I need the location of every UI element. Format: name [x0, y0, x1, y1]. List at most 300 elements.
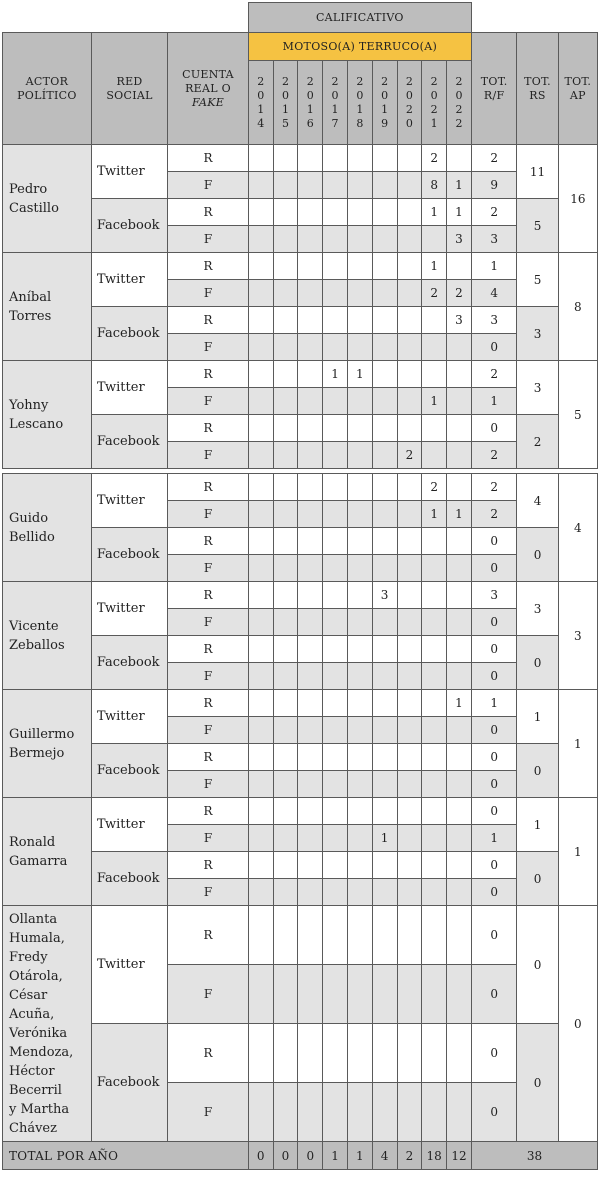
year-value-cell: 8: [422, 172, 447, 199]
year-value-cell: [372, 879, 397, 906]
year-digit: 1: [356, 102, 364, 116]
year-digit: 4: [257, 116, 265, 130]
actor-name-cell: [3, 798, 92, 906]
year-value-cell: [273, 636, 298, 663]
year-value-cell: [347, 280, 372, 307]
year-value-cell: [248, 690, 273, 717]
header-text-line: REAL O: [185, 81, 231, 95]
tot-ap-cell: 0: [558, 906, 597, 1142]
year-header-2017: [323, 61, 348, 145]
account-type-cell: R: [168, 199, 249, 226]
header-text-line: TOT.: [564, 74, 592, 88]
header-row-1: [3, 3, 598, 33]
year-value-cell: 1: [447, 690, 472, 717]
year-value-cell: [397, 145, 422, 172]
year-value-cell: [422, 906, 447, 965]
year-digit: 0: [281, 88, 289, 102]
tot-rf-cell: 0: [471, 1024, 516, 1083]
year-value-cell: 3: [447, 307, 472, 334]
tot-rf-cell: 0: [471, 1083, 516, 1142]
year-value-cell: [347, 663, 372, 690]
year-digit: 2: [257, 74, 265, 88]
year-value-cell: [323, 474, 348, 501]
actor-name-line: Chávez: [9, 1120, 57, 1136]
actor-name-cell: [3, 906, 92, 1142]
tot-rs-cell: 0: [517, 528, 558, 582]
year-value-cell: 2: [447, 280, 472, 307]
year-value-cell: [397, 388, 422, 415]
year-value-cell: [372, 361, 397, 388]
year-value-cell: [372, 1083, 397, 1142]
year-value-cell: [273, 717, 298, 744]
account-type-cell: F: [168, 226, 249, 253]
tot-rs-cell: 2: [517, 415, 558, 469]
year-value-cell: [447, 334, 472, 361]
year-value-cell: [447, 528, 472, 555]
actor-header: [3, 33, 92, 145]
red-social-cell: Facebook: [91, 199, 167, 253]
year-value-cell: [447, 442, 472, 469]
year-value-cell: [273, 825, 298, 852]
year-value-cell: [347, 528, 372, 555]
year-value-cell: [397, 415, 422, 442]
year-value-cell: [298, 771, 323, 798]
account-type-cell: F: [168, 280, 249, 307]
year-value-cell: [323, 334, 348, 361]
year-value-cell: 2: [422, 280, 447, 307]
year-value-cell: [372, 852, 397, 879]
table-row: [3, 361, 598, 388]
year-value-cell: [347, 582, 372, 609]
year-value-cell: [248, 906, 273, 965]
account-type-cell: F: [168, 388, 249, 415]
year-value-cell: [273, 1024, 298, 1083]
account-type-cell: R: [168, 474, 249, 501]
year-value-cell: [397, 771, 422, 798]
year-value-cell: 2: [397, 442, 422, 469]
actor-name-line: Zeballos: [9, 637, 65, 653]
header-text-line: R/F: [483, 88, 505, 102]
year-value-cell: [397, 663, 422, 690]
actor-name-line: Otárola,: [9, 968, 63, 984]
header-text-line: FAKE: [191, 95, 225, 109]
tot-ap-cell: 16: [558, 145, 597, 253]
year-value-cell: [447, 361, 472, 388]
year-value-cell: [273, 172, 298, 199]
year-value-cell: [273, 798, 298, 825]
year-value-cell: [273, 690, 298, 717]
tot-rs-cell: 0: [517, 852, 558, 906]
grand-total-cell: 38: [471, 1142, 597, 1170]
tot-ap-cell: 3: [558, 582, 597, 690]
year-value-cell: [248, 852, 273, 879]
year-value-cell: [273, 879, 298, 906]
year-value-cell: [397, 1083, 422, 1142]
year-value-cell: [273, 145, 298, 172]
account-type-cell: F: [168, 663, 249, 690]
year-value-cell: [273, 528, 298, 555]
account-type-cell: F: [168, 609, 249, 636]
year-value-cell: [298, 172, 323, 199]
year-value-cell: [273, 280, 298, 307]
year-value-cell: [298, 555, 323, 582]
year-value-cell: [273, 226, 298, 253]
year-value-cell: [323, 744, 348, 771]
total-por-ano-label: TOTAL POR AÑO: [3, 1142, 249, 1170]
year-value-cell: [273, 307, 298, 334]
year-value-cell: [323, 1024, 348, 1083]
year-value-cell: 3: [447, 226, 472, 253]
year-value-cell: [248, 334, 273, 361]
year-value-cell: [347, 1083, 372, 1142]
year-value-cell: [372, 334, 397, 361]
year-value-cell: [248, 474, 273, 501]
year-value-cell: [372, 253, 397, 280]
year-value-cell: [447, 388, 472, 415]
year-value-cell: [347, 555, 372, 582]
table-row: [3, 528, 598, 555]
actor-name-line: Verónika: [9, 1025, 68, 1041]
tot-rf-cell: 0: [471, 609, 516, 636]
year-value-cell: [397, 825, 422, 852]
year-digit: 9: [381, 116, 389, 130]
year-value-cell: [397, 280, 422, 307]
year-value-cell: [298, 145, 323, 172]
year-value-cell: [372, 388, 397, 415]
year-value-cell: [397, 501, 422, 528]
year-value-cell: [397, 199, 422, 226]
tot-rf-cell: 0: [471, 771, 516, 798]
actor-name-line: Mendoza,: [9, 1044, 74, 1060]
year-digit: 0: [455, 88, 463, 102]
actor-name-line: César: [9, 987, 48, 1003]
tot-rs-cell: 4: [517, 474, 558, 528]
year-value-cell: [248, 636, 273, 663]
year-digit: 2: [331, 74, 339, 88]
account-type-cell: R: [168, 636, 249, 663]
year-value-cell: [372, 307, 397, 334]
tot-rf-cell: 2: [471, 361, 516, 388]
year-digit: 2: [381, 74, 389, 88]
year-total-cell: 18: [422, 1142, 447, 1170]
year-value-cell: [298, 253, 323, 280]
year-value-cell: [248, 965, 273, 1024]
year-value-cell: 1: [372, 825, 397, 852]
year-value-cell: [323, 582, 348, 609]
year-value-cell: [447, 879, 472, 906]
year-value-cell: 1: [422, 253, 447, 280]
header-text-line: CUENTA: [182, 67, 234, 81]
year-value-cell: 1: [422, 199, 447, 226]
year-value-cell: [347, 825, 372, 852]
actor-name-line: Torres: [9, 308, 52, 324]
actor-name-cell: [3, 253, 92, 361]
red-social-cell: Twitter: [91, 798, 167, 852]
year-value-cell: [298, 609, 323, 636]
year-value-cell: [422, 879, 447, 906]
year-value-cell: [248, 879, 273, 906]
year-digit: 2: [356, 74, 364, 88]
year-value-cell: [397, 906, 422, 965]
year-value-cell: [323, 852, 348, 879]
year-value-cell: [397, 253, 422, 280]
calificativo-header: CALIFICATIVO: [248, 3, 471, 33]
actor-name-line: Acuña,: [9, 1006, 55, 1022]
year-value-cell: [273, 555, 298, 582]
tot-rs-cell: 3: [517, 582, 558, 636]
year-value-cell: [248, 609, 273, 636]
year-value-cell: [323, 199, 348, 226]
year-header-2019: [372, 61, 397, 145]
year-value-cell: [273, 474, 298, 501]
account-type-cell: F: [168, 442, 249, 469]
tot-rf-cell: 2: [471, 442, 516, 469]
tot-ap-cell: 4: [558, 474, 597, 582]
account-type-cell: F: [168, 172, 249, 199]
actor-name-cell: [3, 145, 92, 253]
year-value-cell: [347, 334, 372, 361]
tot-rf-cell: 0: [471, 852, 516, 879]
year-value-cell: [248, 663, 273, 690]
year-digit: 2: [405, 102, 413, 116]
account-type-cell: R: [168, 690, 249, 717]
tot-rf-cell: 1: [471, 690, 516, 717]
year-value-cell: [323, 253, 348, 280]
year-value-cell: [347, 442, 372, 469]
cuenta-header: [168, 33, 249, 145]
year-value-cell: [298, 798, 323, 825]
tot-rf-cell: 4: [471, 280, 516, 307]
year-value-cell: [422, 528, 447, 555]
year-value-cell: [347, 474, 372, 501]
year-value-cell: [372, 798, 397, 825]
year-value-cell: [397, 582, 422, 609]
tot-rf-cell: 3: [471, 226, 516, 253]
tot-rf-cell: 0: [471, 879, 516, 906]
year-value-cell: [347, 690, 372, 717]
year-total-cell: 0: [248, 1142, 273, 1170]
year-value-cell: [422, 825, 447, 852]
year-value-cell: [397, 474, 422, 501]
tot-rs-cell: 0: [517, 744, 558, 798]
year-value-cell: [273, 582, 298, 609]
year-value-cell: [347, 253, 372, 280]
year-value-cell: [422, 442, 447, 469]
year-value-cell: [422, 771, 447, 798]
year-value-cell: [248, 388, 273, 415]
year-value-cell: [422, 361, 447, 388]
account-type-cell: F: [168, 771, 249, 798]
total-por-ano-row: [3, 1142, 598, 1170]
year-value-cell: [347, 965, 372, 1024]
year-value-cell: [323, 145, 348, 172]
account-type-cell: F: [168, 717, 249, 744]
tot-rs-cell: 5: [517, 199, 558, 253]
tot-ap-cell: 5: [558, 361, 597, 469]
tot-rs-header: [517, 33, 558, 145]
tot-rs-cell: 0: [517, 636, 558, 690]
year-value-cell: [372, 771, 397, 798]
year-total-cell: 1: [347, 1142, 372, 1170]
year-value-cell: [397, 744, 422, 771]
year-value-cell: [323, 717, 348, 744]
year-value-cell: [347, 852, 372, 879]
year-value-cell: [422, 965, 447, 1024]
year-value-cell: [347, 415, 372, 442]
year-value-cell: [372, 690, 397, 717]
year-value-cell: [248, 280, 273, 307]
tot-rf-header: [471, 33, 516, 145]
tot-rs-cell: 3: [517, 307, 558, 361]
year-value-cell: [298, 1083, 323, 1142]
year-value-cell: [323, 501, 348, 528]
year-digit: 2: [306, 74, 314, 88]
year-value-cell: [248, 744, 273, 771]
year-digit: 0: [331, 88, 339, 102]
actor-name-line: Guido: [9, 510, 49, 526]
year-total-cell: 1: [323, 1142, 348, 1170]
year-value-cell: [397, 361, 422, 388]
year-value-cell: [397, 690, 422, 717]
account-type-cell: R: [168, 528, 249, 555]
year-total-cell: 2: [397, 1142, 422, 1170]
tot-rf-cell: 0: [471, 528, 516, 555]
year-value-cell: 2: [422, 145, 447, 172]
tot-rf-cell: 1: [471, 253, 516, 280]
year-value-cell: [397, 172, 422, 199]
year-value-cell: [447, 609, 472, 636]
year-value-cell: [298, 1024, 323, 1083]
year-value-cell: [372, 474, 397, 501]
year-value-cell: [248, 798, 273, 825]
tot-rf-cell: 0: [471, 334, 516, 361]
year-value-cell: 1: [447, 172, 472, 199]
year-value-cell: [298, 501, 323, 528]
year-value-cell: [273, 199, 298, 226]
year-value-cell: [298, 199, 323, 226]
year-digit: 8: [356, 116, 364, 130]
year-digit: 2: [405, 74, 413, 88]
account-type-cell: F: [168, 334, 249, 361]
year-value-cell: [397, 528, 422, 555]
account-type-cell: F: [168, 555, 249, 582]
year-value-cell: [397, 307, 422, 334]
table-row: [3, 145, 598, 172]
year-value-cell: [447, 253, 472, 280]
actor-name-line: Héctor: [9, 1063, 55, 1079]
year-value-cell: [248, 717, 273, 744]
red-social-cell: Twitter: [91, 906, 167, 1024]
year-digit: 2: [455, 116, 463, 130]
year-value-cell: [248, 825, 273, 852]
year-digit: 1: [257, 102, 265, 116]
actor-name-line: Castillo: [9, 200, 59, 216]
year-value-cell: [298, 906, 323, 965]
year-value-cell: [323, 307, 348, 334]
year-digit: 1: [281, 102, 289, 116]
year-digit: 1: [430, 116, 438, 130]
year-value-cell: [372, 717, 397, 744]
account-type-cell: R: [168, 798, 249, 825]
header-text-line: ACTOR: [25, 74, 69, 88]
actor-name-line: Bermejo: [9, 745, 65, 761]
table-row: [3, 415, 598, 442]
table-row: [3, 906, 598, 965]
year-value-cell: [447, 965, 472, 1024]
red-social-header: [91, 33, 167, 145]
year-value-cell: [422, 226, 447, 253]
tot-rs-cell: 11: [517, 145, 558, 199]
table-row: [3, 690, 598, 717]
actor-name-line: Bellido: [9, 529, 55, 545]
year-value-cell: [273, 501, 298, 528]
year-value-cell: [323, 636, 348, 663]
table-row: [3, 1024, 598, 1083]
year-value-cell: [397, 609, 422, 636]
table-row: [3, 798, 598, 825]
account-type-cell: R: [168, 744, 249, 771]
account-type-cell: R: [168, 253, 249, 280]
year-value-cell: [298, 582, 323, 609]
calificativo-table: [2, 2, 598, 1170]
red-social-cell: Facebook: [91, 636, 167, 690]
year-digit: 0: [306, 88, 314, 102]
tot-rf-cell: 2: [471, 474, 516, 501]
year-value-cell: [323, 663, 348, 690]
year-value-cell: [323, 280, 348, 307]
year-value-cell: [447, 145, 472, 172]
year-value-cell: [347, 1024, 372, 1083]
year-value-cell: [372, 555, 397, 582]
year-value-cell: 1: [422, 501, 447, 528]
year-value-cell: [323, 798, 348, 825]
year-value-cell: [298, 528, 323, 555]
year-value-cell: [248, 1083, 273, 1142]
account-type-cell: R: [168, 415, 249, 442]
year-value-cell: [397, 965, 422, 1024]
year-value-cell: [273, 965, 298, 1024]
tot-rf-cell: 0: [471, 636, 516, 663]
year-value-cell: [422, 307, 447, 334]
actor-name-line: Ronald: [9, 834, 56, 850]
account-type-cell: F: [168, 501, 249, 528]
year-digit: 5: [281, 116, 289, 130]
year-value-cell: [347, 388, 372, 415]
tot-rf-cell: 0: [471, 744, 516, 771]
year-value-cell: [397, 717, 422, 744]
year-header-2014: [248, 61, 273, 145]
year-value-cell: [422, 555, 447, 582]
year-value-cell: [273, 852, 298, 879]
tot-rf-cell: 1: [471, 388, 516, 415]
year-value-cell: [397, 555, 422, 582]
year-digit: 0: [356, 88, 364, 102]
year-value-cell: [372, 172, 397, 199]
tot-rf-cell: 0: [471, 906, 516, 965]
year-value-cell: [248, 253, 273, 280]
year-value-cell: [347, 172, 372, 199]
year-value-cell: [397, 1024, 422, 1083]
year-value-cell: [447, 555, 472, 582]
red-social-cell: Facebook: [91, 528, 167, 582]
year-value-cell: [347, 501, 372, 528]
year-value-cell: [347, 145, 372, 172]
year-total-cell: 0: [298, 1142, 323, 1170]
tot-rf-cell: 2: [471, 145, 516, 172]
year-digit: 0: [381, 88, 389, 102]
motoso-terruco-header: MOTOSO(A) TERRUCO(A): [248, 33, 471, 61]
tot-rs-cell: 0: [517, 1024, 558, 1142]
